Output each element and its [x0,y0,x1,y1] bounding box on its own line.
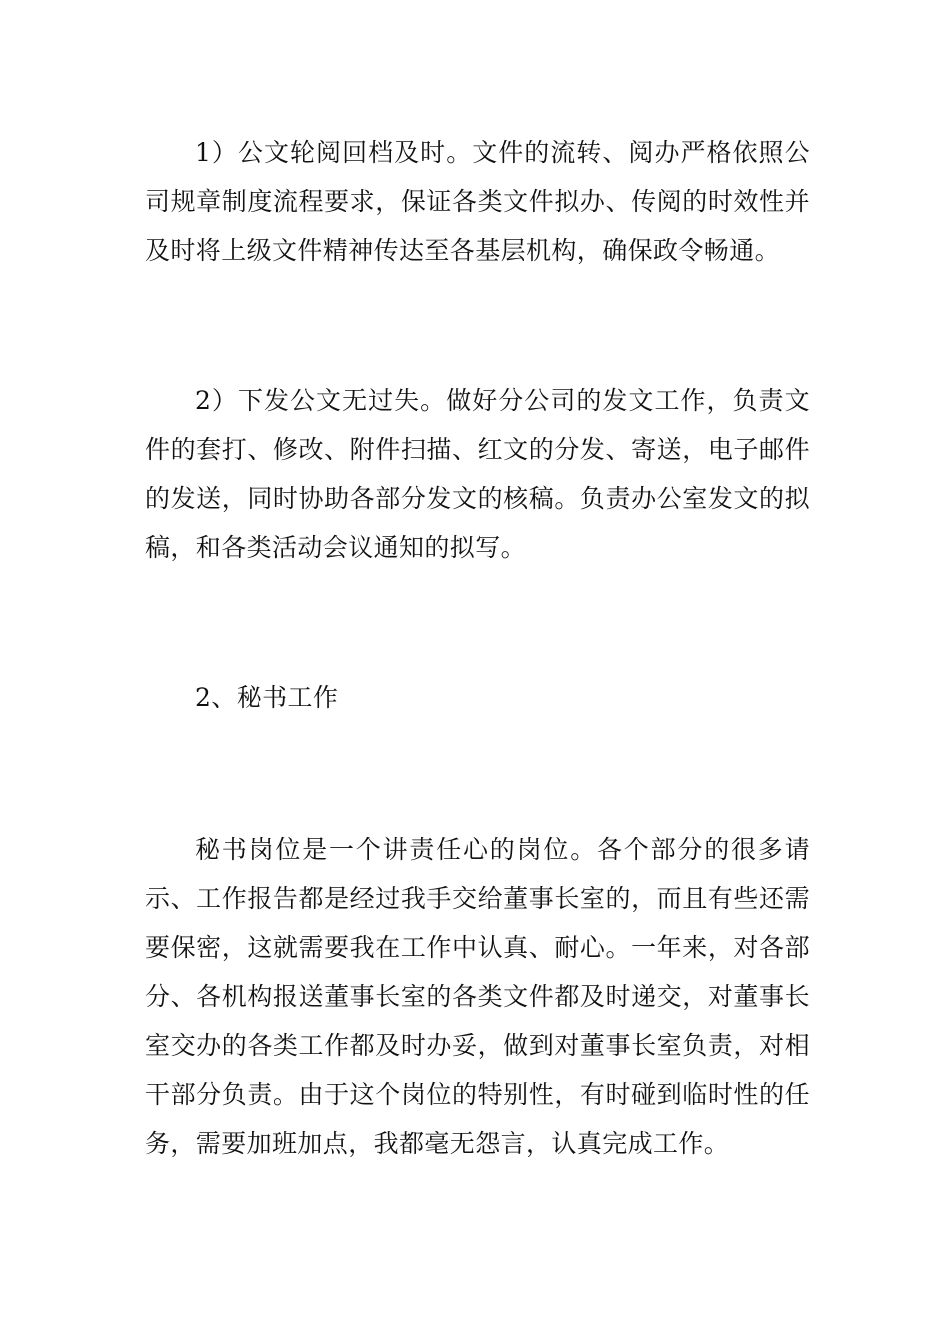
section-heading-secretary-work: 2、秘书工作 [195,683,339,712]
paragraph-document-circulation: 1）公文轮阅回档及时。文件的流转、阅办严格依照公司规章制度流程要求，保证各类文件拟办、传阅的时效性并及时将上级文件精神传达至各基层机构，确保政令畅通。 [145,138,810,265]
paragraph-secretary-duties: 秘书岗位是一个讲责任心的岗位。各个部分的很多请示、工作报告都是经过我手交给董事长室的，而且有些还需要保密，这就需要我在工作中认真、耐心。一年来，对各部分、各机构报送董事长室的各类文件都及时递交，对董事长室交办的各类工作都及时办妥，做到对董事长室负责，对相干部分负责。由于这个岗位的特别性，有时碰到临时性的任务，需要加班加点，我都毫无怨言，认真完成工作。 [145,835,810,1158]
paragraph-document-issuing: 2）下发公文无过失。做好分公司的发文工作，负责文件的套打、修改、附件扫描、红文的分发、寄送，电子邮件的发送，同时协助各部分发文的核稿。负责办公室发文的拟稿，和各类活动会议通知的拟写。 [145,386,810,562]
